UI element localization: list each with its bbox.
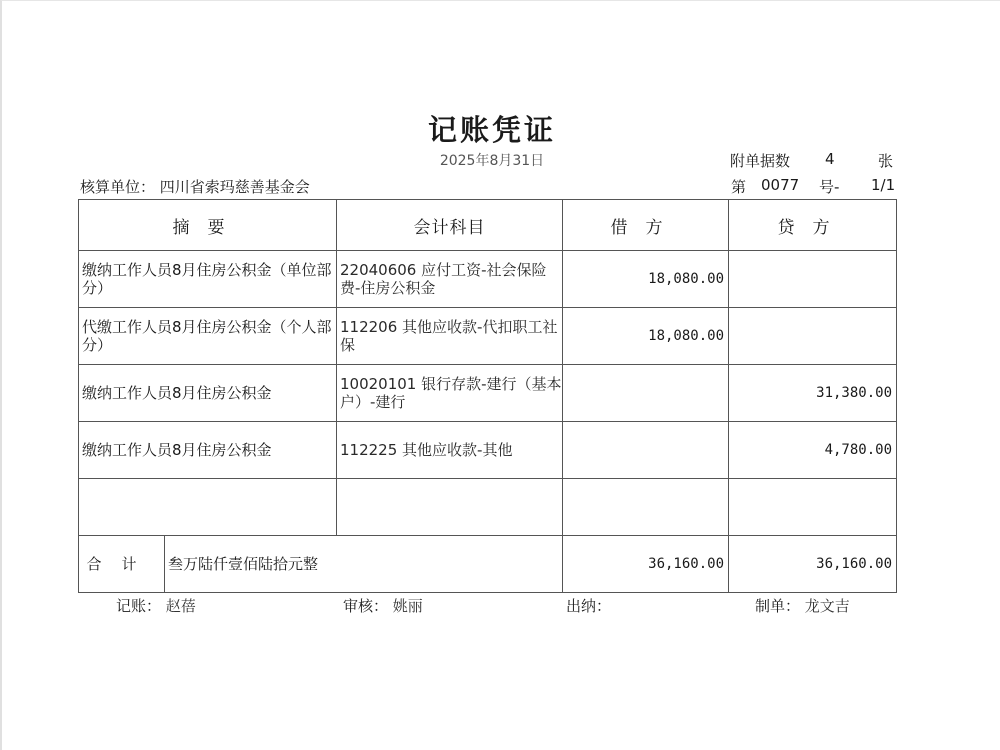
reviewer-label: 审核： <box>343 597 389 615</box>
row-credit: 31,380.00 <box>729 365 897 422</box>
voucher-date: 2025年8月31日 <box>439 153 545 169</box>
voucher-table <box>78 199 897 593</box>
voucher-no-label: 第 <box>731 178 747 196</box>
row-account: 112206 其他应收款-代扣职工社保 <box>337 308 563 365</box>
table-row <box>79 308 897 365</box>
attachment-count: 4 <box>825 150 835 168</box>
table-row <box>79 422 897 479</box>
attachment-info <box>730 150 894 171</box>
voucher-title: 记账凭证 <box>427 113 556 147</box>
reviewer-name: 姚丽 <box>392 597 423 615</box>
total-label: 合计 <box>79 536 165 593</box>
voucher-no-value: 0077 <box>761 176 800 194</box>
row-debit: 18,080.00 <box>563 308 729 365</box>
row-account: 112225 其他应收款-其他 <box>337 422 563 479</box>
bookkeeper-name: 赵蓓 <box>165 597 196 615</box>
table-row <box>79 365 897 422</box>
total-debit: 36,160.00 <box>563 536 729 593</box>
bookkeeper-label: 记账： <box>116 597 162 615</box>
bookkeeper-signature <box>116 595 196 616</box>
header-debit: 借方 <box>563 200 729 251</box>
row-credit: 4,780.00 <box>729 422 897 479</box>
reviewer-signature <box>343 595 423 616</box>
preparer-signature <box>755 595 850 616</box>
cashier-signature <box>566 595 611 616</box>
cashier-label: 出纳： <box>566 597 612 615</box>
row-account: 10020101 银行存款-建行（基本户）-建行 <box>337 365 563 422</box>
preparer-name: 龙文吉 <box>804 597 850 615</box>
row-debit <box>563 479 729 536</box>
total-credit: 36,160.00 <box>729 536 897 593</box>
row-summary: 缴纳工作人员8月住房公积金 <box>79 365 337 422</box>
accounting-unit <box>80 176 310 197</box>
header-credit: 贷方 <box>729 200 897 251</box>
row-debit: 18,080.00 <box>563 251 729 308</box>
unit-name: 四川省索玛慈善基金会 <box>159 178 310 196</box>
row-account <box>337 479 563 536</box>
unit-label: 核算单位： <box>80 178 156 196</box>
total-row <box>79 536 897 593</box>
table-header <box>79 200 897 251</box>
voucher-no-suffix: 号- <box>819 178 840 196</box>
row-summary: 代缴工作人员8月住房公积金（个人部分） <box>79 308 337 365</box>
row-credit <box>729 308 897 365</box>
row-credit <box>729 251 897 308</box>
table-row <box>79 251 897 308</box>
table-row <box>79 479 897 536</box>
attachment-label: 附单据数 <box>730 152 791 170</box>
voucher-page: 1/1 <box>871 176 896 194</box>
row-summary: 缴纳工作人员8月住房公积金（单位部分） <box>79 251 337 308</box>
header-summary: 摘要 <box>79 200 337 251</box>
row-credit <box>729 479 897 536</box>
attachment-unit: 张 <box>878 152 894 170</box>
row-summary: 缴纳工作人员8月住房公积金 <box>79 422 337 479</box>
total-amount-words: 叁万陆仟壹佰陆拾元整 <box>165 536 563 593</box>
header-account: 会计科目 <box>337 200 563 251</box>
row-debit <box>563 365 729 422</box>
preparer-label: 制单： <box>755 597 801 615</box>
row-summary <box>79 479 337 536</box>
row-debit <box>563 422 729 479</box>
row-account: 22040606 应付工资-社会保险费-住房公积金 <box>337 251 563 308</box>
